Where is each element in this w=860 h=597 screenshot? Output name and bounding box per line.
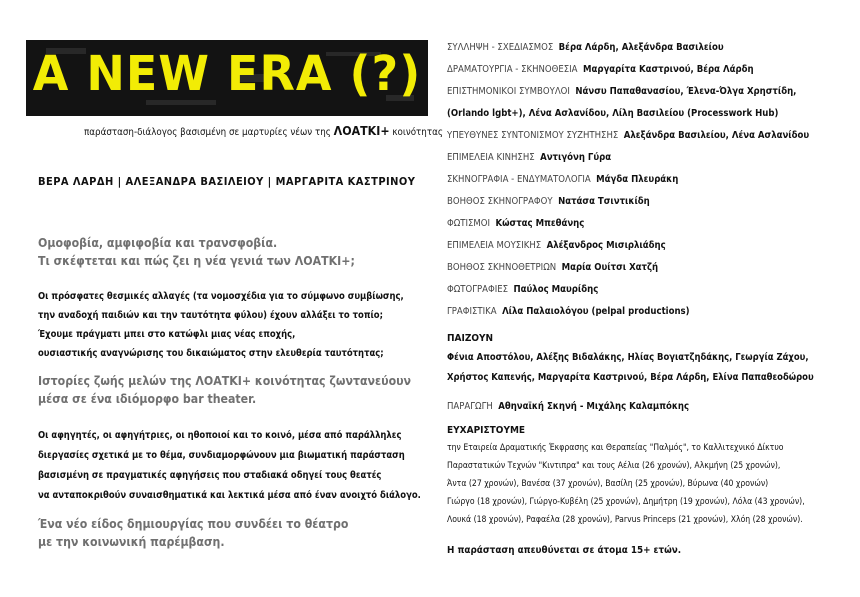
credit-name: Αλέξανδρος Μισιρλιάδης — [546, 240, 666, 251]
closing-heading-line-2: με την κοινωνική παρέμβαση. — [38, 534, 225, 549]
credit-line — [447, 86, 796, 97]
credit-role: ΦΩΤΙΣΜΟΙ — [447, 218, 491, 229]
thanks-line-2: Παραστατικών Τεχνών "Κιντιπρα" και τους Αέλια (26 χρονών), Αλκμήνη (25 χρονών), — [447, 461, 781, 471]
para1-line-1: Οι πρόσφατες θεσμικές αλλαγές (τα νομοσχέδια για το σύμφωνο συμβίωσης, — [38, 291, 404, 302]
authors-line: ΒΕΡΑ ΛΑΡΔΗ | ΑΛΕΞΑΝΔΡΑ ΒΑΣΙΛΕΙΟΥ | ΜΑΡΓΑΡΙΤΑ ΚΑΣΤΡΙΝΟΥ — [38, 175, 416, 188]
production-role: ΠΑΡΑΓΩΓΗ — [447, 401, 493, 412]
credit-line — [447, 240, 666, 251]
production-line — [447, 401, 689, 412]
credit-name: Μαρία Ουίτσι Χατζή — [561, 262, 659, 273]
credit-role: ΦΩΤΟΓΡΑΦΙΕΣ — [447, 284, 509, 295]
credit-line — [447, 306, 690, 317]
intro-heading-line-2: Τι σκέφτεται και πώς ζει η νέα γενιά των ΛΟΑΤΚΙ+; — [38, 253, 355, 268]
credit-name: Αλεξάνδρα Βασιλείου, Λένα Ασλανίδου — [623, 130, 810, 141]
credit-name: Κώστας Μπεθάνης — [495, 218, 585, 229]
credit-line — [447, 196, 650, 207]
credit-line — [447, 284, 598, 295]
closing-heading-line-1: Ένα νέο είδος δημιουργίας που συνδέει το θέατρο — [38, 516, 349, 531]
credit-name: Λίλα Παλαιολόγου (pelpal productions) — [502, 306, 690, 317]
credit-name: (Orlando lgbt+), Λένα Ασλανίδου, Λίλη Βασιλείου (Processwork Hub) — [447, 108, 779, 119]
credit-name: Βέρα Λάρδη, Αλεξάνδρα Βασιλείου — [558, 42, 724, 53]
credit-line — [447, 108, 778, 119]
story-heading-line-2: μέσα σε ένα ιδιόμορφο bar theater. — [38, 391, 257, 406]
thanks-line-3: Άντα (27 χρονών), Βανέσα (37 χρονών), Βασίλη (25 χρονών), Βύρωνα (40 χρονών) — [447, 479, 769, 489]
production-name: Αθηναϊκή Σκηνή - Μιχάλης Καλαμπόκης — [498, 401, 690, 412]
credit-line — [447, 42, 724, 53]
thanks-line-5: Λουκά (18 χρονών), Ραφαέλα (28 χρονών), Parvus Princeps (21 χρονών), Χλόη (28 χρονών). — [447, 515, 803, 525]
credit-name: Μαργαρίτα Καστρινού, Βέρα Λάρδη — [582, 64, 754, 75]
thanks-line-4: Γιώργο (18 χρονών), Γιώργο-Κυβέλη (25 χρονών), Δημήτρη (19 χρονών), Λόλα (43 χρονών), — [447, 497, 805, 507]
credit-line — [447, 218, 584, 229]
story-heading-line-1: Ιστορίες ζωής μελών της ΛΟΑΤΚΙ+ κοινότητας ζωντανεύουν — [38, 373, 412, 388]
credit-role: ΒΟΗΘΟΣ ΣΚΗΝΟΘΕΤΡΙΩΝ — [447, 262, 557, 273]
subtitle-post: κοινότητας — [389, 127, 444, 138]
cast-heading: ΠΑΙΖΟΥΝ — [447, 333, 494, 344]
para2-line-4: να ανταποκριθούν συναισθηματικά και λεκτικά μέσα από έναν ανοιχτό διάλογο. — [38, 490, 421, 501]
thanks-line-1: την Εταιρεία Δραματικής Έκφρασης και Θεραπείας "Παλμός", το Καλλιτεχνικό Δίκτυο — [447, 443, 784, 453]
credit-role: ΣΥΛΛΗΨΗ - ΣΧΕΔΙΑΣΜΟΣ — [447, 42, 554, 53]
credit-name: Παύλος Μαυρίδης — [513, 284, 599, 295]
intro-heading-line-1: Ομοφοβία, αμφιφοβία και τρανσφοβία. — [38, 235, 278, 250]
credit-name: Νάνσυ Παπαθανασίου, Έλενα-Όλγα Χρηστίδη, — [575, 86, 797, 97]
credit-line — [447, 130, 809, 141]
subtitle — [84, 124, 443, 138]
cast-line-1: Φένια Αποστόλου, Αλέξης Βιδαλάκης, Ηλίας Βογιατζηδάκης, Γεωργία Ζάχου, — [447, 352, 809, 363]
credit-name: Αντιγόνη Γύρα — [540, 152, 612, 163]
credit-name: Νατάσα Τσιντικίδη — [558, 196, 650, 207]
credit-role: ΣΚΗΝΟΓΡΑΦΙΑ - ΕΝΔΥΜΑΤΟΛΟΓΙΑ — [447, 174, 591, 185]
credit-line — [447, 174, 678, 185]
logo-title: A NEW ERA (?) — [32, 44, 422, 102]
subtitle-pre: παράσταση-διάλογος βασισμένη σε μαρτυρίες νέων της — [84, 127, 334, 138]
credit-role: ΒΟΗΘΟΣ ΣΚΗΝΟΓΡΑΦΟΥ — [447, 196, 553, 207]
credit-role: ΕΠΙΣΤΗΜΟΝΙΚΟΙ ΣΥΜΒΟΥΛΟΙ — [447, 86, 570, 97]
para2-line-1: Οι αφηγητές, οι αφηγήτριες, οι ηθοποιοί και το κοινό, μέσα από παράλληλες — [38, 430, 402, 441]
credit-role: ΓΡΑΦΙΣΤΙΚΑ — [447, 306, 497, 317]
credit-role: ΕΠΙΜΕΛΕΙΑ ΚΙΝΗΣΗΣ — [447, 152, 535, 163]
audience-note: Η παράσταση απευθύνεται σε άτομα 15+ ετών. — [447, 545, 682, 556]
para1-line-2: την αναδοχή παιδιών και την ταυτότητα φύλου) έχουν αλλάξει το τοπίο; — [38, 310, 383, 321]
para2-line-3: βασισμένη σε πραγματικές αφηγήσεις που σταδιακά οδηγεί τους θεατές — [38, 470, 382, 481]
credit-line — [447, 262, 658, 273]
para1-line-3: Έχουμε πράγματι μπει στο κατώφλι μιας νέας εποχής, — [38, 329, 296, 340]
subtitle-highlight: ΛΟΑΤΚΙ+ — [333, 124, 390, 138]
credit-line — [447, 152, 611, 163]
cast-line-2: Χρήστος Καπενής, Μαργαρίτα Καστρινού, Βέρα Λάρδη, Ελίνα Παπαθεοδώρου — [447, 372, 814, 383]
para2-line-2: διεργασίες σχετικά με το θέμα, συνδιαμορφώνουν μια βιωματική παράσταση — [38, 450, 405, 461]
thanks-heading: ΕΥΧΑΡΙΣΤΟΥΜΕ — [447, 425, 526, 436]
credit-role: ΥΠΕΥΘΥΝΕΣ ΣΥΝΤΟΝΙΣΜΟΥ ΣΥΖΗΤΗΣΗΣ — [447, 130, 619, 141]
logo-banner — [26, 40, 428, 116]
credit-name: Μάγδα Πλευράκη — [596, 174, 679, 185]
credit-line — [447, 64, 754, 75]
credit-role: ΔΡΑΜΑΤΟΥΡΓΙΑ - ΣΚΗΝΟΘΕΣΙΑ — [447, 64, 578, 75]
para1-line-4: ουσιαστικής αναγνώρισης του δικαιώματος στην ελευθερία ταυτότητας; — [38, 348, 384, 359]
credit-role: ΕΠΙΜΕΛΕΙΑ ΜΟΥΣΙΚΗΣ — [447, 240, 542, 251]
